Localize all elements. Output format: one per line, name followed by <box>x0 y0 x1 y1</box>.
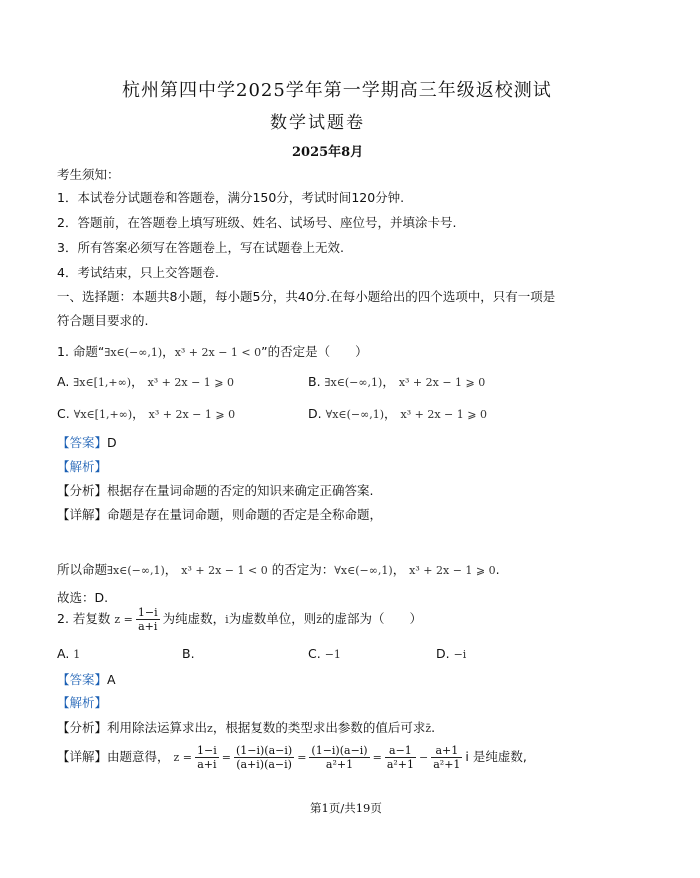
question-1-fenxi: 【分析】根据存在量词命题的否定的知识来确定正确答案. <box>57 483 374 498</box>
question-1-conclusion: 所以命题∃x∈(−∞,1)， x³ + 2x − 1 < 0 的否定为：∀x∈(−∞,1)， x³ + 2x − 1 ⩾ 0. <box>57 562 500 577</box>
question-1-choose: 故选：D. <box>57 590 109 605</box>
fraction: $\frac{(1-i)(a-i)}{\text{a²+1}}$ <box>311 744 368 771</box>
question-2-option-b: B. <box>182 646 195 661</box>
question-2-option-c: C. −1 <box>308 646 341 661</box>
question-1-option-c: C. ∀x∈[1,+∞)， x³ + 2x − 1 ⩾ 0 <box>57 406 236 421</box>
notice-item: 1．本试卷分试题卷和答题卷，满分150分，考试时间120分钟. <box>57 190 405 205</box>
fraction: $\frac{(1-i)(a-i)}{(a+i)(a-i)}$ <box>235 744 293 771</box>
notice-item: 2．答题前，在答题卷上填写班级、姓名、试场号、座位号，并填涂卡号. <box>57 215 457 230</box>
question-2-option-d: D. −i <box>436 646 467 661</box>
question-1-option-b: B. ∃x∈(−∞,1)， x³ + 2x − 1 ⩾ 0 <box>308 374 486 389</box>
question-2-option-a: A. 1 <box>57 646 81 661</box>
exam-date: 2025年8月 <box>292 145 364 160</box>
question-1-answer: 【答案】D <box>57 435 117 450</box>
question-2-answer: 【答案】A <box>57 672 116 687</box>
section-heading-cont: 符合题目要求的. <box>57 313 149 328</box>
question-2-stem: 2. 若复数 z = $\frac{1-i}{a+i}$ 为纯虚数，i为虚数单位，则z̄的虚部为（ ） <box>57 606 423 633</box>
question-1-option-a: A. ∃x∈[1,+∞)， x³ + 2x − 1 ⩾ 0 <box>57 374 235 389</box>
question-2-detail: 【详解】由题意得， z = $\frac{1-i}{a+i}$ = $\frac{(1-i)(a-i)}{(a+i)(a-i)}$ = $\frac{(1-i)(a-i)}{\text{a²+1}}$ = $\frac{a-1}{\text{a²+1}}$ − $\frac{a+1}{\text{a²+1}}$ i 是纯虚数, <box>57 744 527 771</box>
question-1-option-d: D. ∀x∈(−∞,1)， x³ + 2x − 1 ⩾ 0 <box>308 406 487 421</box>
notice-item: 4．考试结束，只上交答题卷. <box>57 265 219 280</box>
page-title: 杭州第四中学2025学年第一学期高三年级返校测试 <box>122 80 552 101</box>
page-subtitle: 数学试题卷 <box>270 113 365 133</box>
notice-item: 3．所有答案必须写在答题卷上，写在试题卷上无效. <box>57 240 344 255</box>
fraction: $\frac{a+1}{\text{a²+1}}$ <box>433 744 461 771</box>
page-number: 第1页/共19页 <box>310 801 382 815</box>
question-1-stem: 1. 命题“∃x∈(−∞,1)，x³ + 2x − 1 < 0”的否定是（ ） <box>57 344 368 359</box>
fraction: $\frac{1-i}{a+i}$ <box>137 606 158 633</box>
question-2-fenxi: 【分析】利用除法运算求出z，根据复数的类型求出参数的值后可求z̄. <box>57 720 436 735</box>
question-2-analysis-tag: 【解析】 <box>57 695 108 710</box>
question-1-analysis-tag: 【解析】 <box>57 459 108 474</box>
notice-heading: 考生须知： <box>57 167 120 182</box>
section-heading: 一、选择题：本题共8小题，每小题5分，共40分.在每小题给出的四个选项中，只有一项是 <box>57 289 556 304</box>
fraction: $\frac{a-1}{\text{a²+1}}$ <box>386 744 415 771</box>
fraction: $\frac{1-i}{a+i}$ <box>197 744 217 771</box>
question-1-detail: 【详解】命题是存在量词命题，则命题的否定是全称命题， <box>57 507 383 522</box>
